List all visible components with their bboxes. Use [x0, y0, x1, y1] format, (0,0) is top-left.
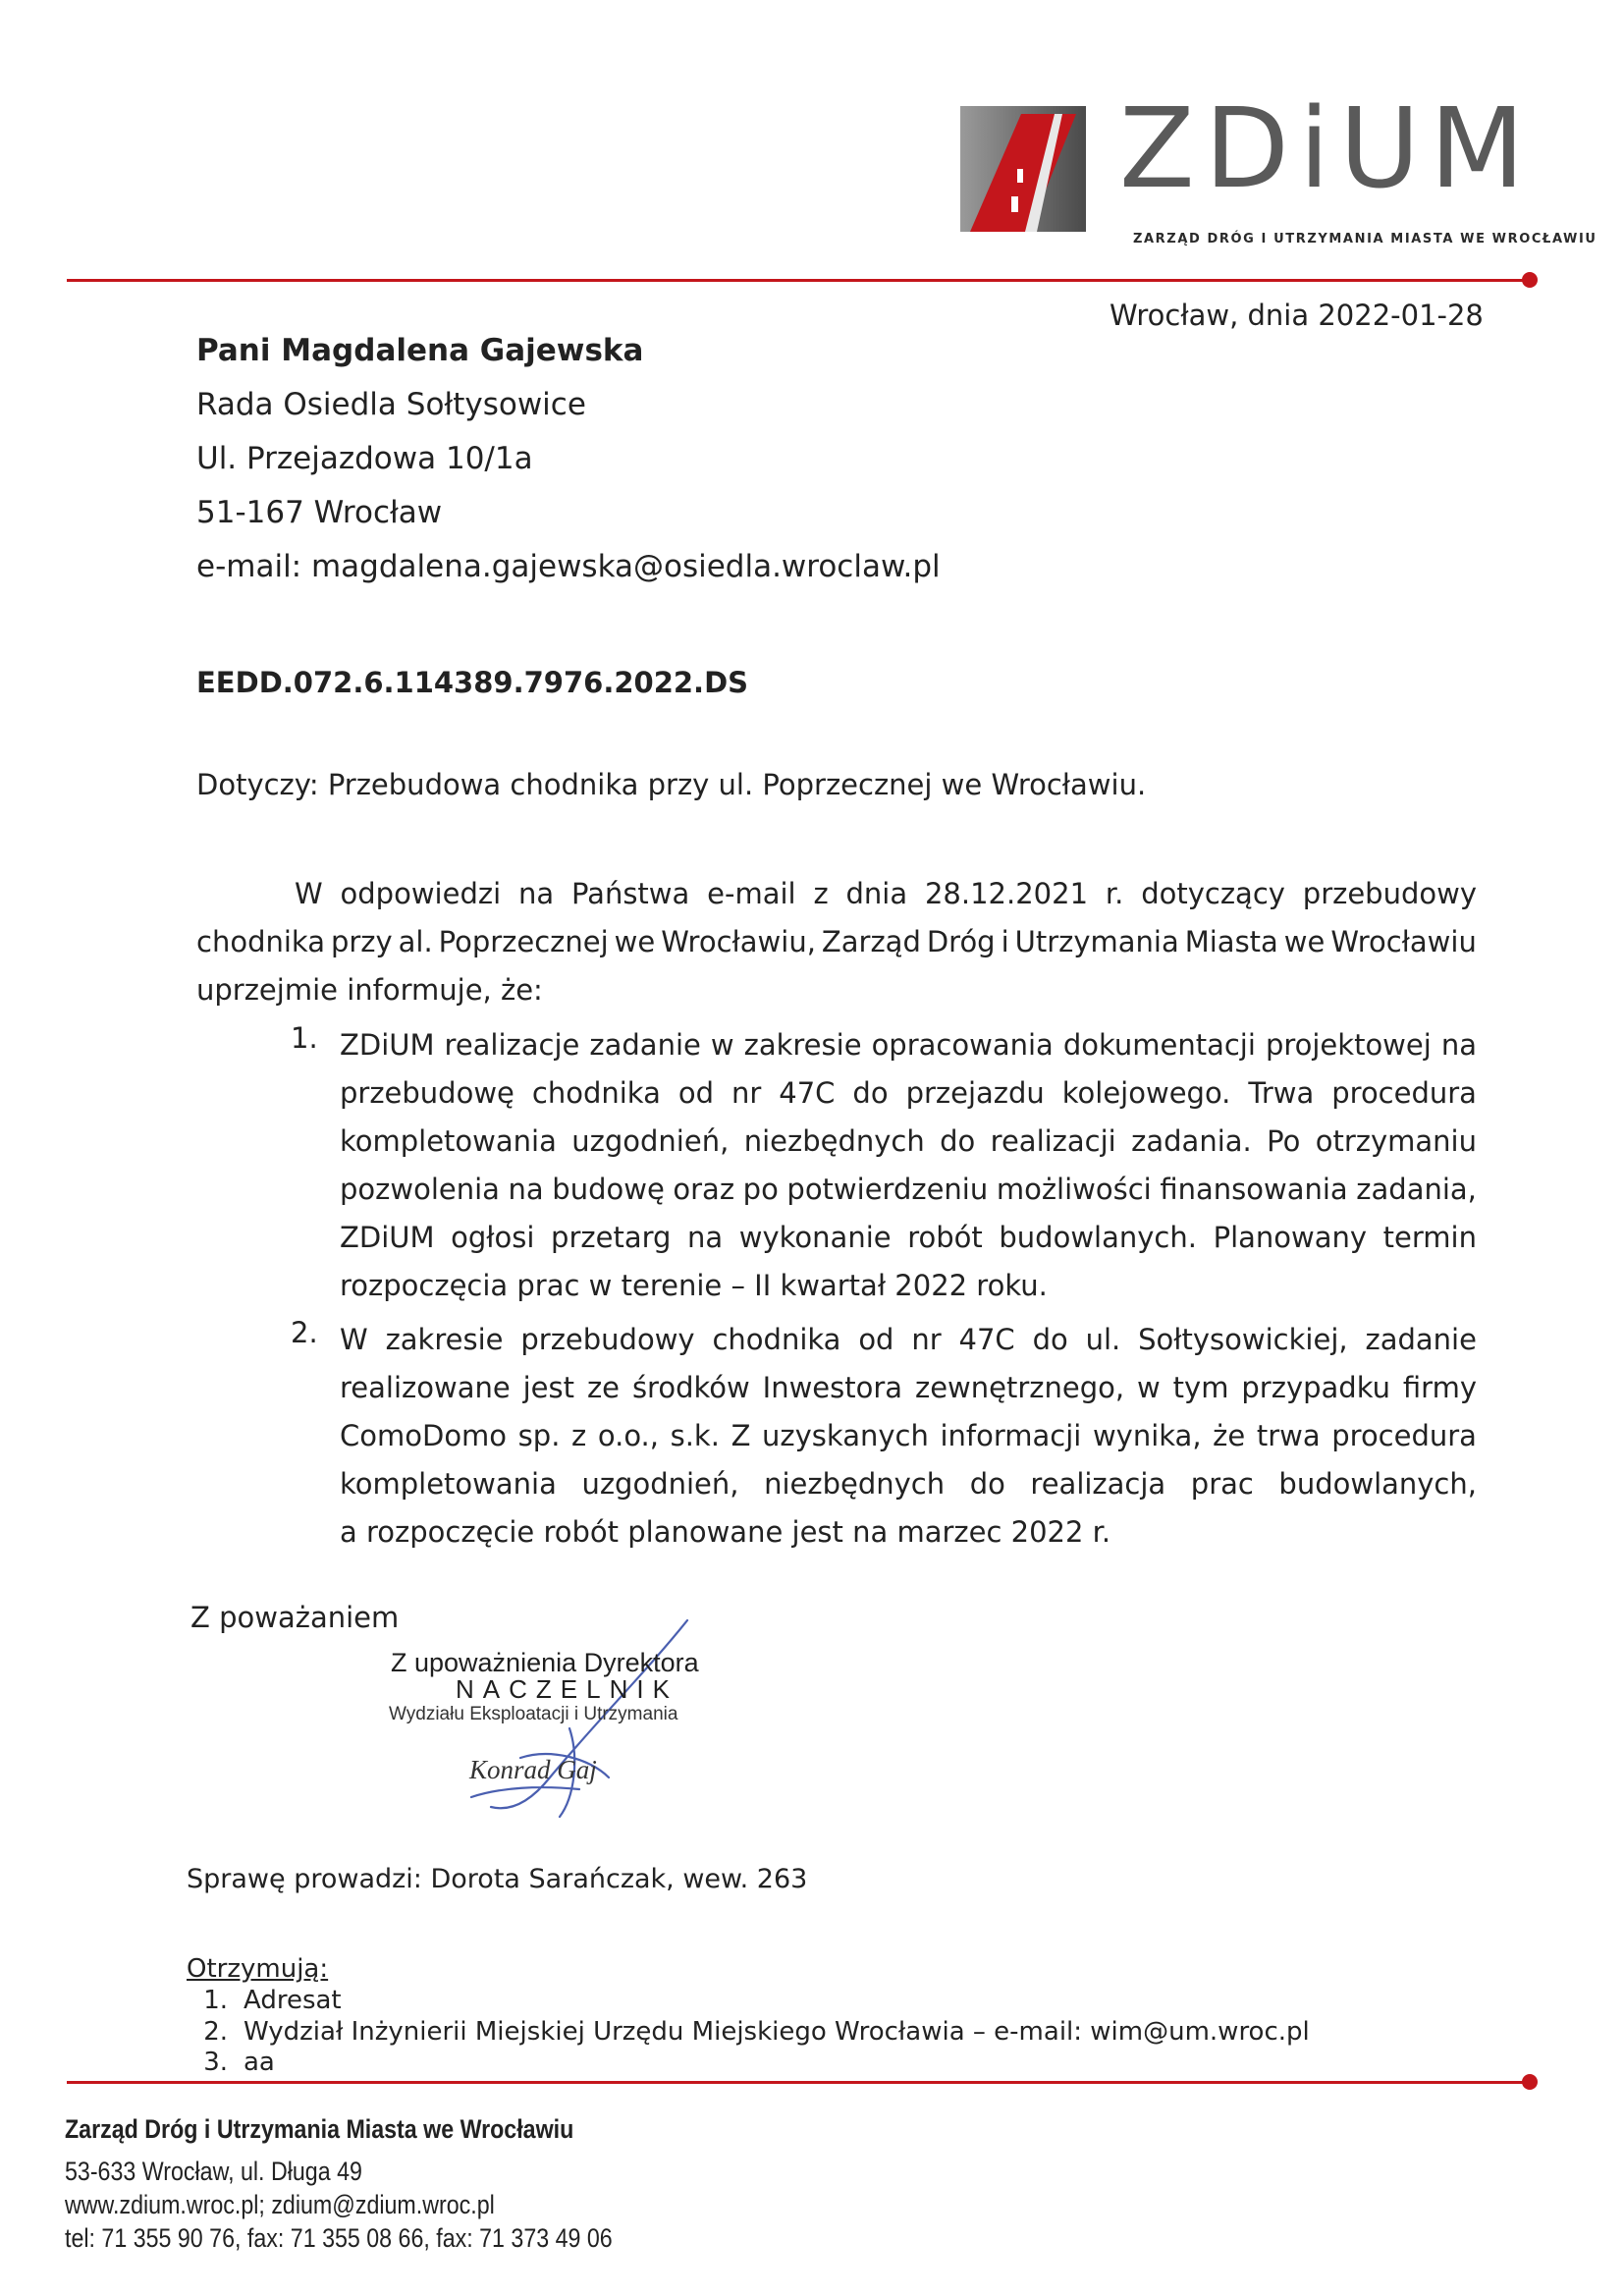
word: Wrocławiu, [661, 925, 816, 958]
word: ze [586, 1371, 621, 1404]
word: 47C [779, 1076, 836, 1110]
list-item-number: 1. [291, 1021, 318, 1055]
word: zakresie [385, 1323, 504, 1356]
word: do [940, 1124, 976, 1158]
word: Wrocławiu [1330, 925, 1477, 958]
word: budowlanych. [999, 1221, 1197, 1254]
word: przetarg [551, 1221, 672, 1254]
word: ul. [1085, 1323, 1121, 1356]
word: zewnętrznego, [914, 1371, 1125, 1404]
word: przejazdu [905, 1076, 1045, 1110]
word: Planowany [1213, 1221, 1368, 1254]
logo-wordmark: ZDiUM [1119, 85, 1535, 213]
word: prac [1190, 1467, 1254, 1501]
word: nr [731, 1076, 762, 1110]
list-item-number: 2. [291, 1316, 318, 1349]
recipients-title: Otrzymują: [187, 1954, 329, 1984]
word: Poprzecznej [438, 925, 609, 958]
recipients-item-text: Adresat [244, 1986, 342, 2015]
recipient-org: Rada Osiedla Sołtysowice [196, 387, 586, 422]
word: ZDiUM [340, 1028, 435, 1062]
word: możliwości [996, 1173, 1152, 1206]
word: 47C [958, 1323, 1015, 1356]
footer-phones: tel: 71 355 90 76, fax: 71 355 08 66, fax: 71 373 49 06 [65, 2223, 613, 2253]
zdium-logo-icon [960, 106, 1086, 232]
word: realizacje [444, 1028, 580, 1062]
recipients-item-number: 3. [203, 2048, 228, 2077]
word: na [1440, 1028, 1477, 1062]
word: budowę [552, 1173, 665, 1206]
word: realizacja [1030, 1467, 1166, 1501]
word: opracowania [871, 1028, 1054, 1062]
signature-authorization: Z upoważnienia Dyrektora [391, 1648, 699, 1677]
word: otrzymaniu [1315, 1124, 1477, 1158]
item-line [340, 1069, 1477, 1118]
word: jest [522, 1371, 575, 1404]
word: w [710, 1028, 734, 1062]
word: odpowiedzi [340, 877, 502, 910]
recipients-item-number: 2. [203, 2017, 228, 2047]
word: na [517, 877, 555, 910]
item-line: a rozpoczęcie robót planowane jest na marzec 2022 r. [340, 1515, 1111, 1549]
footer-divider [67, 2081, 1526, 2084]
footer-org-name: Zarząd Dróg i Utrzymania Miasta we Wrocławiu [65, 2114, 574, 2144]
word: przy [330, 925, 393, 958]
word: realizowane [340, 1371, 511, 1404]
word: przebudowę [340, 1076, 514, 1110]
recipients-item [183, 2048, 275, 2077]
word: niezbędnych [764, 1467, 946, 1501]
word: procedura [1331, 1076, 1477, 1110]
word: chodnika [196, 925, 325, 958]
footer-web: www.zdium.wroc.pl; zdium@zdium.wroc.pl [65, 2190, 495, 2219]
word: s.k. [670, 1419, 720, 1452]
recipient-block [196, 324, 941, 594]
word: zadania, [1356, 1173, 1477, 1206]
recipient-name: Pani Magdalena Gajewska [196, 333, 644, 368]
word: zadanie [1365, 1323, 1477, 1356]
word: ogłosi [451, 1221, 535, 1254]
item-line [340, 1316, 1477, 1364]
word: od [677, 1076, 714, 1110]
word: uzgodnień, [581, 1467, 739, 1501]
word: niezbędnych [743, 1124, 925, 1158]
word: e-mail [707, 877, 796, 910]
word: zadanie [589, 1028, 701, 1062]
word: procedura [1331, 1419, 1477, 1452]
word: W [295, 877, 323, 910]
word: dokumentacji [1062, 1028, 1256, 1062]
handled-by: Sprawę prowadzi: Dorota Sarańczak, wew. 263 [187, 1864, 808, 1894]
word: tym [1172, 1371, 1229, 1404]
word: Po [1267, 1124, 1301, 1158]
word: kolejowego. [1061, 1076, 1231, 1110]
intro-line [196, 918, 1477, 966]
list-item-1 [340, 1021, 1477, 1310]
header-divider-dot [1522, 272, 1538, 288]
logo-subtitle: ZARZĄD DRÓG I UTRZYMANIA MIASTA WE WROCŁAWIU [1133, 232, 1597, 246]
word: projektowej [1265, 1028, 1432, 1062]
word: Inwestora [762, 1371, 903, 1404]
word: Dróg [926, 925, 996, 958]
word: oraz [673, 1173, 735, 1206]
word: Miasta [1184, 925, 1278, 958]
header-divider [67, 279, 1526, 282]
word: do [852, 1076, 889, 1110]
word: ComoDomo [340, 1419, 508, 1452]
word: do [1032, 1323, 1068, 1356]
word: uzyskanych [762, 1419, 929, 1452]
item-line [340, 1364, 1477, 1412]
word: sp. [517, 1419, 561, 1452]
word: na [687, 1221, 724, 1254]
word: w [1137, 1371, 1161, 1404]
word: po [742, 1173, 779, 1206]
reference-number: EEDD.072.6.114389.7976.2022.DS [196, 666, 749, 699]
intro-paragraph [196, 870, 1477, 1014]
intro-line: uprzejmie informuje, że: [196, 973, 543, 1007]
word: uzgodnień, [571, 1124, 730, 1158]
word: ZDiUM [340, 1221, 435, 1254]
footer-address: 53-633 Wrocław, ul. Długa 49 [65, 2157, 362, 2186]
word: zakresie [743, 1028, 862, 1062]
word: środków [631, 1371, 750, 1404]
recipients-item [183, 2017, 1310, 2047]
item-line [340, 1460, 1477, 1508]
word: kompletowania [340, 1467, 557, 1501]
recipients-item-text: Wydział Inżynierii Miejskiej Urzędu Miejskiego Wrocławia – e-mail: wim@um.wroc.pl [244, 2017, 1310, 2047]
word: we [614, 925, 656, 958]
word: finansowania [1160, 1173, 1348, 1206]
word: na [508, 1173, 544, 1206]
word: trwa [1256, 1419, 1321, 1452]
word: nr [911, 1323, 942, 1356]
word: budowlanych, [1278, 1467, 1477, 1501]
item-line [340, 1118, 1477, 1166]
word: 28.12.2021 [924, 877, 1089, 910]
subject-line: Dotyczy: Przebudowa chodnika przy ul. Poprzecznej we Wrocławiu. [196, 768, 1147, 801]
word: W [340, 1323, 368, 1356]
word: chodnika [531, 1076, 661, 1110]
word: wynika, [1092, 1419, 1202, 1452]
item-line: rozpoczęcia prac w terenie – II kwartał 2022 roku. [340, 1269, 1048, 1302]
signature-department: Wydziału Eksploatacji i Utrzymania [389, 1704, 678, 1724]
signature-name: Konrad Gaj [469, 1755, 597, 1784]
word: że [1213, 1419, 1246, 1452]
recipients-item-number: 1. [203, 1986, 228, 2015]
word: dnia [845, 877, 908, 910]
item-line [340, 1412, 1477, 1460]
word: Państwa [570, 877, 690, 910]
word: robót [907, 1221, 983, 1254]
word: we [1283, 925, 1326, 958]
recipient-city: 51-167 Wrocław [196, 495, 443, 530]
word: przebudowy [1302, 877, 1477, 910]
word: o.o., [597, 1419, 659, 1452]
word: zadania. [1131, 1124, 1252, 1158]
word: Trwa [1248, 1076, 1315, 1110]
word: pozwolenia [340, 1173, 500, 1206]
word: realizacji [990, 1124, 1116, 1158]
word: od [858, 1323, 894, 1356]
intro-line [196, 870, 1477, 918]
word: al. [398, 925, 433, 958]
recipient-street: Ul. Przejazdowa 10/1a [196, 441, 533, 476]
word: Utrzymania [1014, 925, 1179, 958]
letter-date: Wrocław, dnia 2022-01-28 [1110, 299, 1484, 332]
word: przebudowy [520, 1323, 695, 1356]
word: kompletowania [340, 1124, 557, 1158]
item-line [340, 1021, 1477, 1069]
recipients-item [183, 1986, 342, 2015]
word: i [1001, 925, 1009, 958]
word: Zarząd [821, 925, 921, 958]
word: informacji [940, 1419, 1082, 1452]
list-item-2 [340, 1316, 1477, 1557]
word: chodnika [712, 1323, 841, 1356]
signature-title: NACZELNIK [456, 1674, 678, 1704]
item-line [340, 1214, 1477, 1262]
recipients-item-text: aa [244, 2048, 275, 2077]
word: firmy [1402, 1371, 1477, 1404]
item-line [340, 1166, 1477, 1214]
closing-greeting: Z poważaniem [190, 1601, 400, 1634]
word: dotyczący [1141, 877, 1285, 910]
word: wykonanie [738, 1221, 892, 1254]
recipient-email: e-mail: magdalena.gajewska@osiedla.wroclaw.pl [196, 549, 941, 584]
word: Sołtysowickiej, [1138, 1323, 1348, 1356]
word: z [813, 877, 829, 910]
word: z [571, 1419, 587, 1452]
word: termin [1382, 1221, 1477, 1254]
word: do [969, 1467, 1005, 1501]
word: przypadku [1241, 1371, 1390, 1404]
word: potwierdzeniu [786, 1173, 989, 1206]
footer-divider-dot [1522, 2074, 1538, 2090]
word: r. [1105, 877, 1124, 910]
word: Z [731, 1419, 751, 1452]
